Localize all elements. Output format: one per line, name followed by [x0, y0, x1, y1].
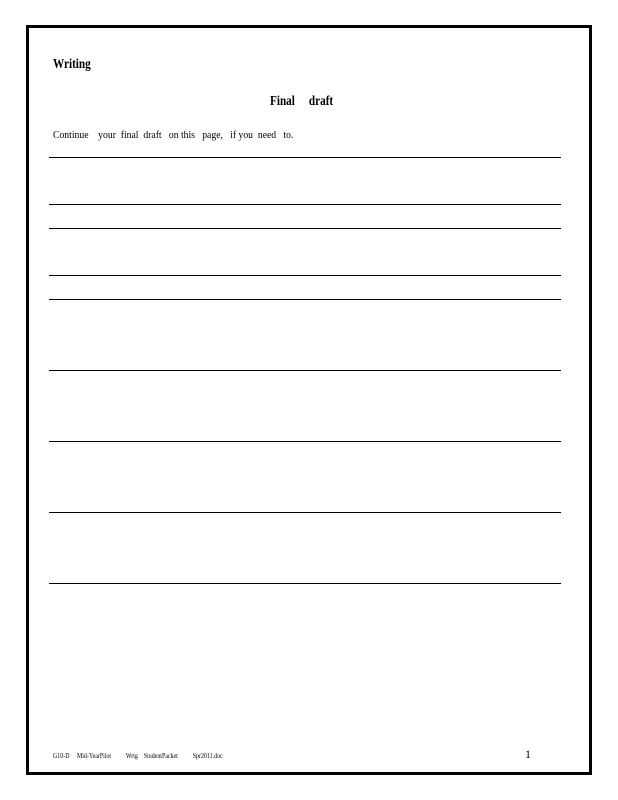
writing-line — [49, 228, 561, 229]
writing-line — [49, 441, 561, 442]
section-label: Writing — [53, 57, 91, 72]
instruction-text: Continue your final draft on this page, if you need to. — [53, 129, 294, 141]
writing-line — [49, 157, 561, 158]
writing-line — [49, 204, 561, 205]
writing-line — [49, 512, 561, 513]
footer-info: G10-D Mid-YearPilot Wrtg StudentPacket Spr2011.doc — [53, 752, 223, 760]
page-title: Final draft — [270, 94, 334, 109]
page-number: 1 — [525, 747, 531, 761]
writing-line — [49, 275, 561, 276]
writing-line — [49, 370, 561, 371]
writing-line — [49, 299, 561, 300]
writing-line — [49, 583, 561, 584]
